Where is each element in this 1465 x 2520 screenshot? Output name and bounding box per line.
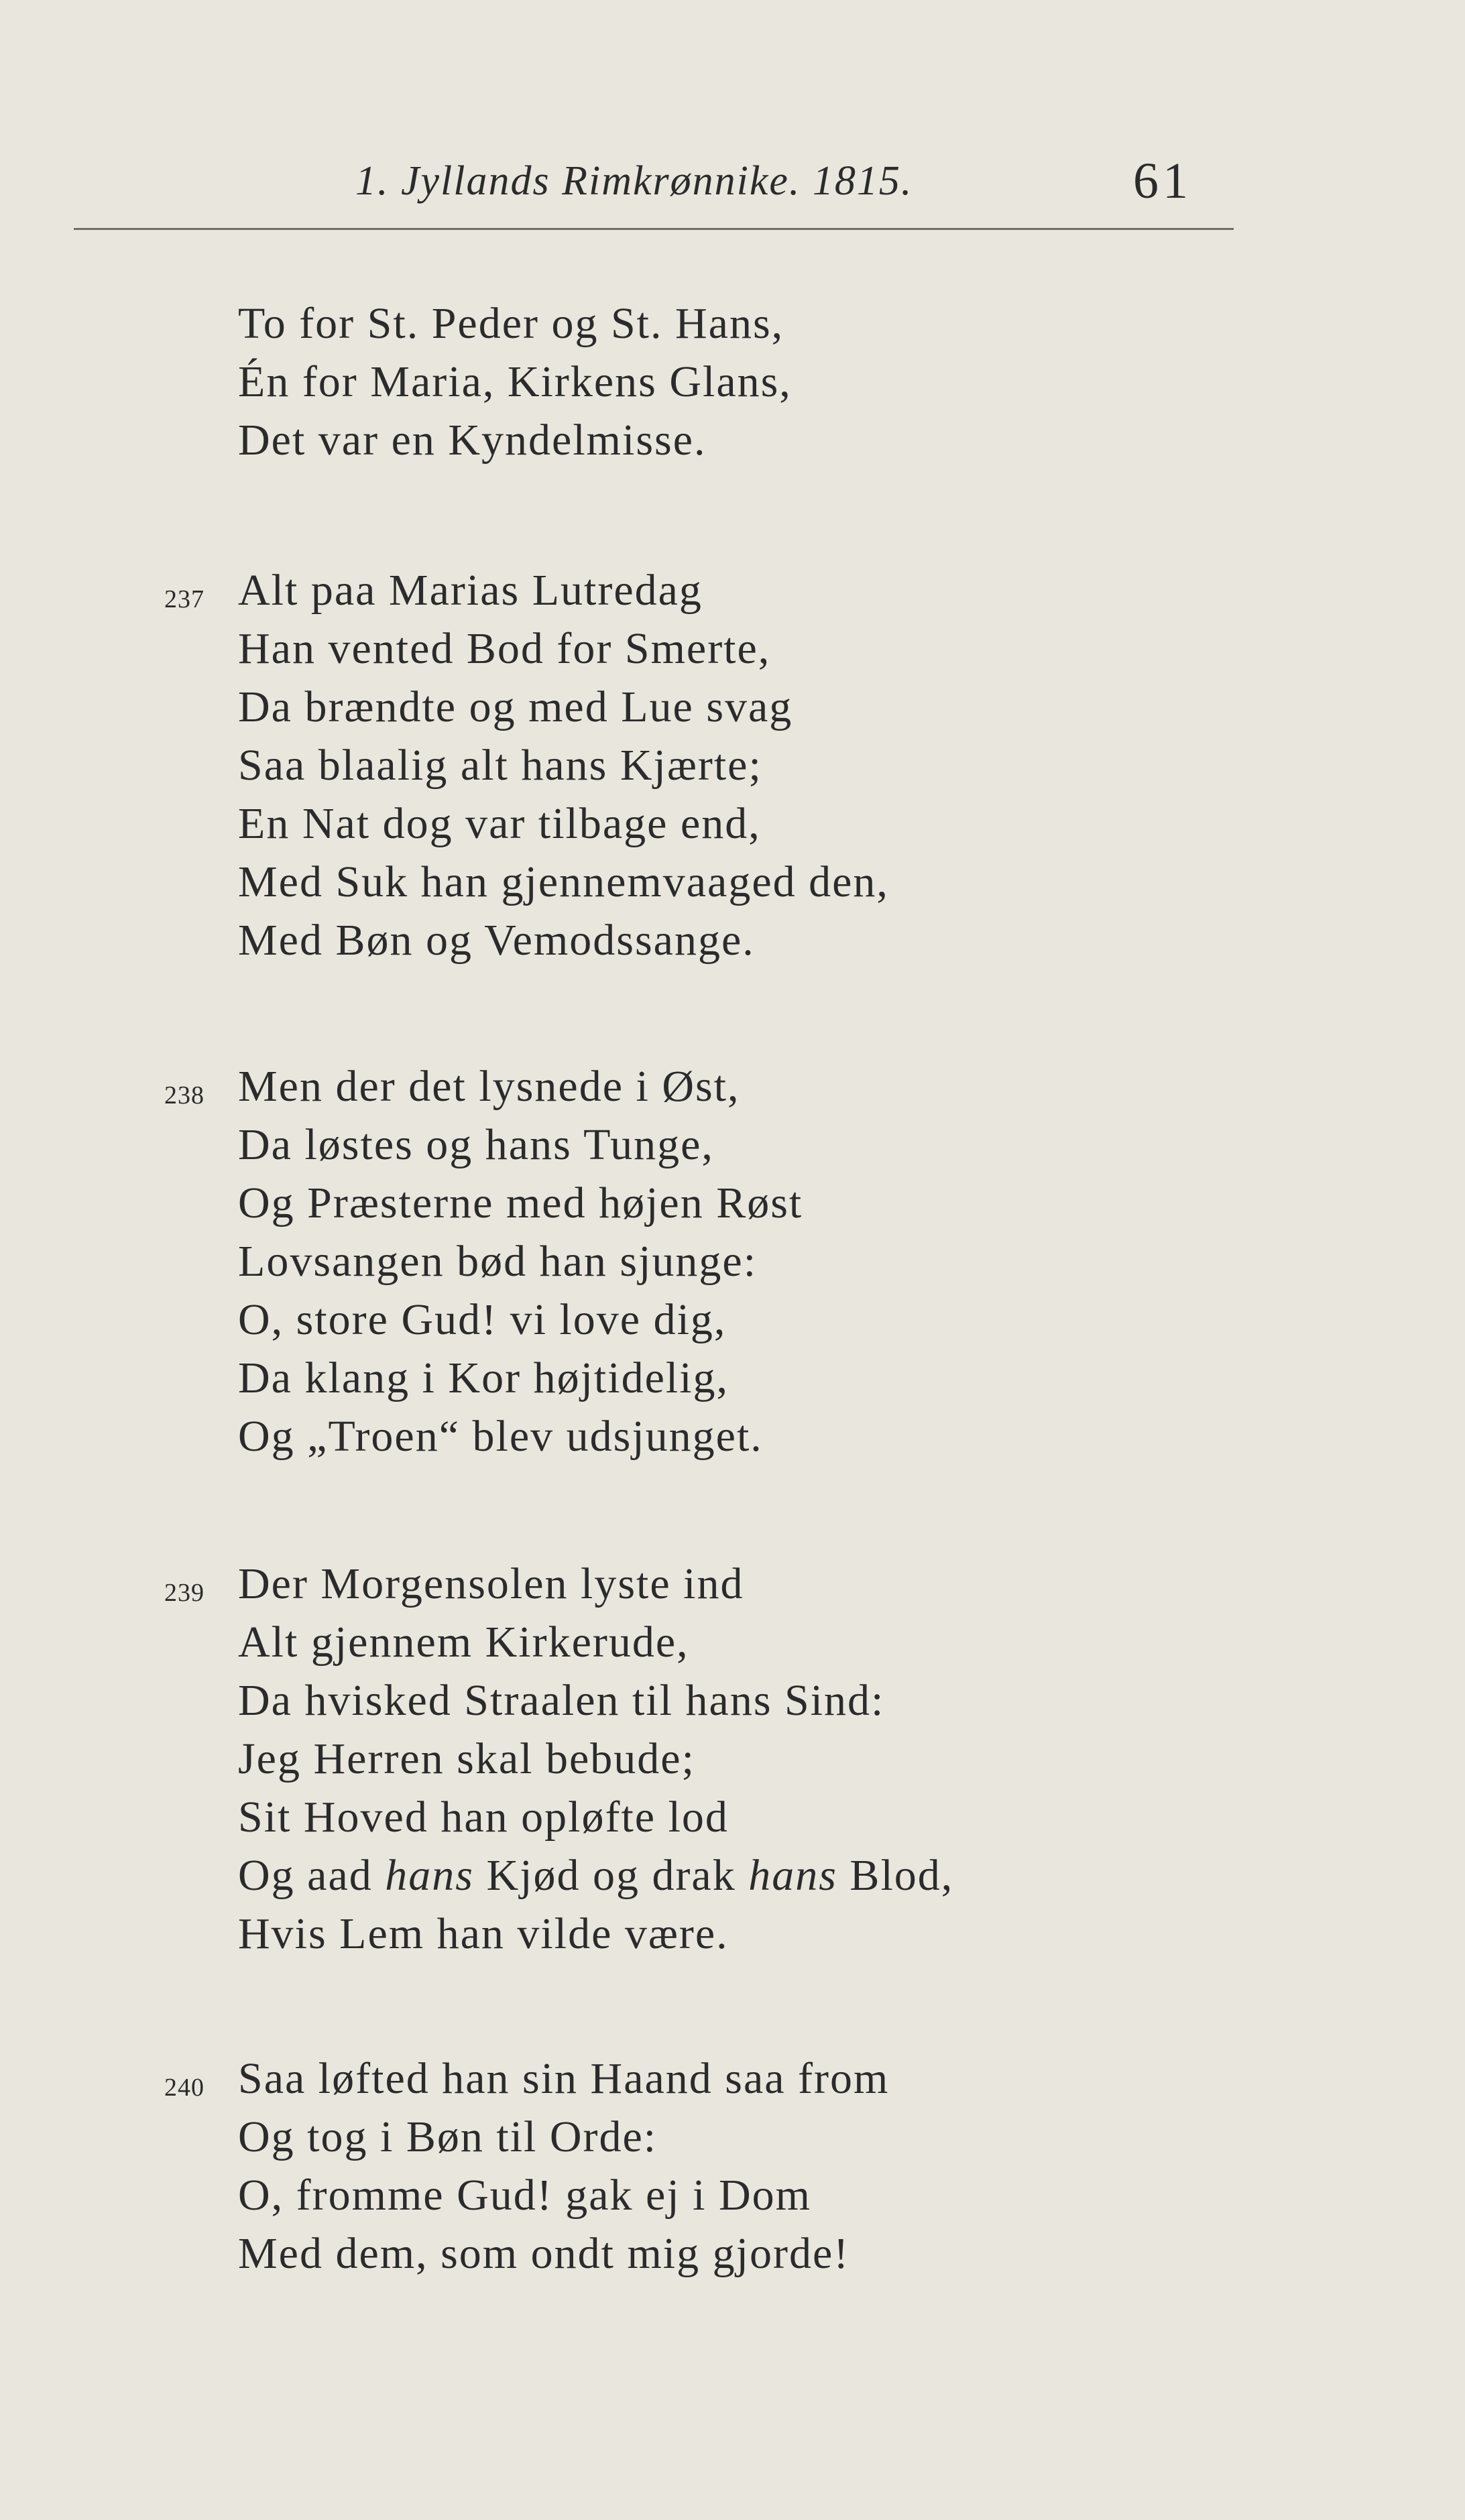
verse-line: O, fromme Gud! gak ej i Dom (238, 2171, 811, 2220)
verse-line: To for St. Peder og St. Hans, (238, 299, 784, 348)
verse-line: Sit Hoved han opløfte lod (238, 1793, 729, 1842)
verse-line: Der Morgensolen lyste ind (238, 1559, 744, 1608)
page-number: 61 (1133, 153, 1192, 209)
verse-line: Da løstes og hans Tunge, (238, 1120, 714, 1169)
verse-line: Men der det lysnede i Øst, (238, 1062, 740, 1111)
verse-line: Da brændte og med Lue svag (238, 682, 793, 731)
verse-line: Da hvisked Straalen til hans Sind: (238, 1676, 885, 1725)
verse-line: Jeg Herren skal bebude; (238, 1734, 695, 1783)
verse-line-text: Og aad hans Kjød og drak hans Blod, (238, 1851, 954, 1900)
verse-line: Med Bøn og Vemodssange. (238, 916, 755, 965)
verse-line: Han vented Bod for Smerte, (238, 624, 771, 673)
verse-line: Én for Maria, Kirkens Glans, (238, 357, 792, 406)
italic-word: hans (748, 1851, 837, 1900)
stanza-number: 238 (164, 1081, 204, 1109)
stanza-number: 237 (164, 585, 204, 613)
stanza-number: 240 (164, 2074, 204, 2102)
verse-line: Og „Troen“ blev udsjunget. (238, 1412, 763, 1461)
verse-line: Med dem, som ondt mig gjorde! (238, 2229, 850, 2278)
running-title: 1. Jyllands Rimkrønnike. 1815. (355, 158, 913, 204)
verse-line: Og tog i Bøn til Orde: (238, 2112, 658, 2161)
verse-line: Da klang i Kor højtidelig, (238, 1354, 729, 1402)
verse-line: Lovsangen bød han sjunge: (238, 1237, 758, 1286)
verse-line: Og Præsterne med højen Røst (238, 1179, 803, 1227)
stanza-number: 239 (164, 1579, 204, 1607)
verse-line: Saa løfted han sin Haand saa from (238, 2054, 890, 2103)
italic-word: hans (385, 1851, 474, 1900)
verse-line: Hvis Lem han vilde være. (238, 1909, 729, 1958)
running-header (0, 137, 1465, 218)
verse-line: O, store Gud! vi love dig, (238, 1295, 727, 1344)
verse-line: En Nat dog var tilbage end, (238, 799, 761, 848)
verse-line: Alt paa Marias Lutredag (238, 566, 703, 615)
verse-line-with-italics (238, 1851, 954, 1900)
verse-line: Det var en Kyndelmisse. (238, 416, 707, 465)
verse-line: Saa blaalig alt hans Kjærte; (238, 741, 762, 790)
verse-line: Alt gjennem Kirkerude, (238, 1618, 689, 1667)
header-rule (74, 228, 1234, 230)
verse-line: Med Suk han gjennemvaaged den, (238, 857, 889, 906)
